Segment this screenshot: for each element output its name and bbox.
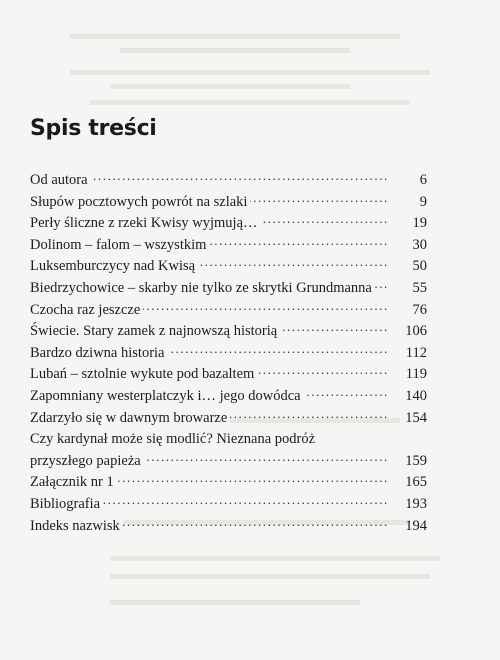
toc-page-number: 30: [412, 236, 427, 253]
toc-entry-title: Świecie. Stary zamek z najnowszą historią: [30, 323, 280, 339]
toc-entry-title: Perły śliczne z rzeki Kwisy wyjmują…: [30, 215, 261, 231]
toc-page-number: 50: [412, 258, 427, 275]
toc-page-number: 193: [405, 495, 427, 512]
bleed-through-line: [110, 574, 430, 579]
toc-page-number: 154: [405, 409, 427, 426]
toc-page-number: 106: [405, 323, 427, 340]
toc-entry-title: Zdarzyło się w dawnym browarze: [30, 410, 230, 426]
toc-entry-title: Bardzo dziwna historia: [30, 345, 168, 361]
toc-entry-title: Biedrzychowice – skarby nie tylko ze skrytki Grundmanna: [30, 280, 375, 296]
bleed-through-line: [70, 34, 400, 39]
toc-entry-title: Bibliografia: [30, 496, 103, 512]
page-title: Spis treści: [30, 116, 157, 141]
toc-entry: [30, 429, 427, 472]
toc-page-number: 159: [405, 452, 427, 469]
toc-page-number: 119: [405, 366, 427, 383]
toc-entry-title: Czocha raz jeszcze: [30, 302, 143, 318]
toc-entry-title: Lubań – sztolnie wykute pod bazaltem: [30, 366, 257, 382]
toc-page-number: 55: [412, 279, 427, 296]
toc-page-number: 76: [412, 301, 427, 318]
toc-page-number: 19: [412, 215, 427, 232]
toc-entry-title: Od autora: [30, 172, 91, 188]
toc-page-number: 140: [405, 387, 427, 404]
toc-page-number: 112: [405, 344, 427, 361]
toc-page-number: 6: [419, 172, 427, 188]
toc-page-number: 9: [419, 193, 427, 210]
toc-page-number: 165: [405, 474, 427, 491]
bleed-through-line: [70, 70, 430, 75]
toc-entry-title: Załącznik nr 1: [30, 474, 117, 490]
toc-entry-title: Luksemburczycy nad Kwisą: [30, 258, 198, 274]
bleed-through-line: [90, 100, 410, 105]
toc-entry-title: Indeks nazwisk: [30, 518, 123, 534]
toc-entry-title: Słupów pocztowych powrót na szlaki: [30, 194, 250, 210]
table-of-contents: [30, 170, 427, 537]
toc-entry: [30, 516, 427, 538]
bleed-through-line: [120, 48, 350, 53]
toc-entry-title: Zapomniany westerplatczyk i… jego dowódca: [30, 388, 304, 404]
bleed-through-line: [110, 556, 440, 561]
toc-entry-title-line1: Czy kardynał może się modlić? Nieznana podróż: [30, 431, 316, 448]
bleed-through-line: [110, 600, 360, 605]
toc-page-number: 194: [405, 517, 427, 534]
toc-entry-title-line2: przyszłego papieża: [30, 453, 144, 469]
toc-entry: [30, 408, 427, 430]
bleed-through-line: [110, 84, 350, 89]
toc-entry-title: Dolinom – falom – wszystkim: [30, 237, 209, 253]
